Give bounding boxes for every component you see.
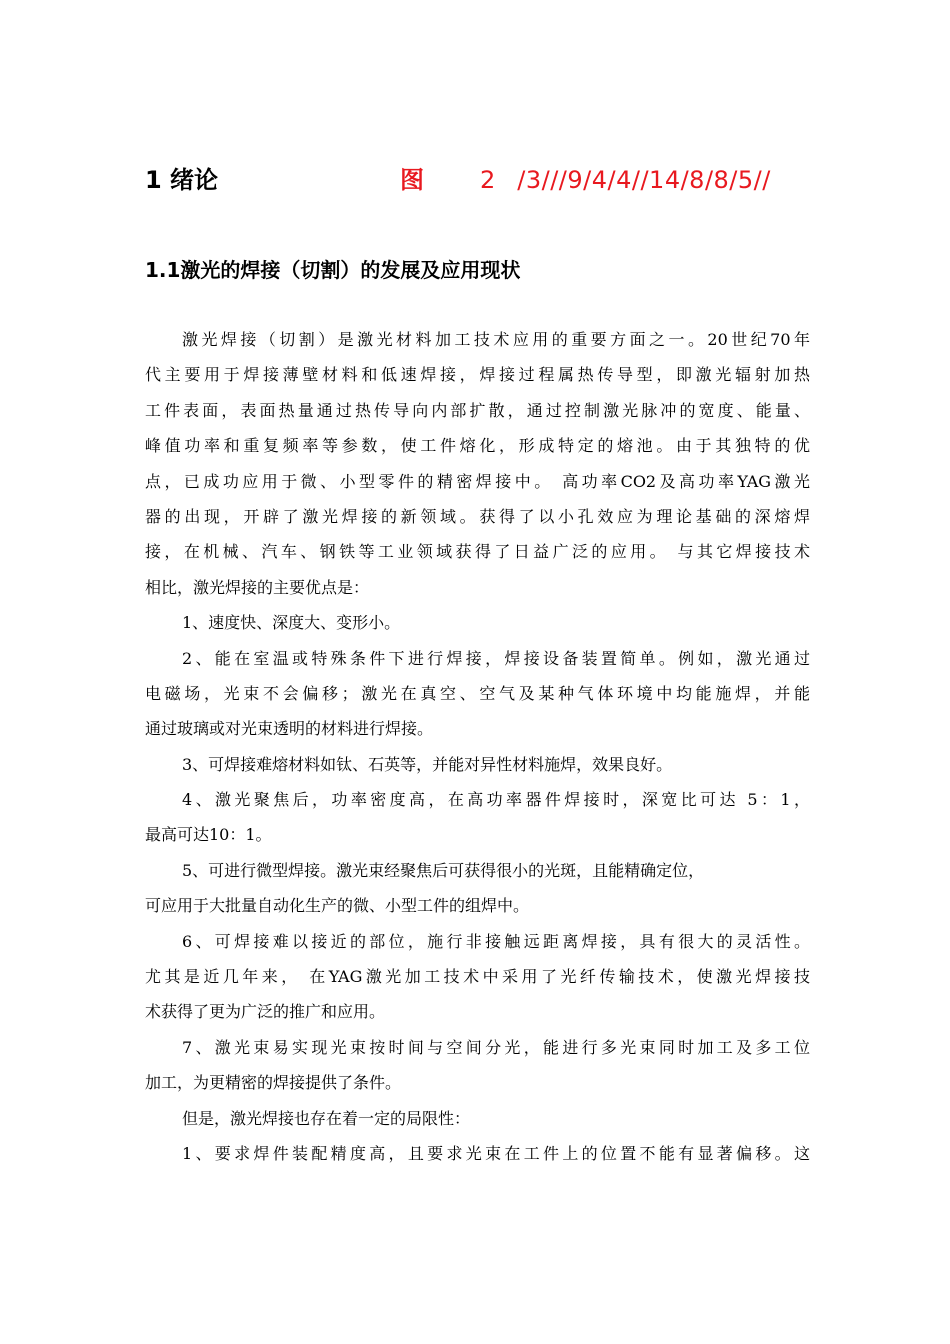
red-annotation xyxy=(400,160,771,200)
red-annotation-path: /3///9/4/4//14/8/8/5// xyxy=(517,166,771,194)
text-line: 5、可进行微型焊接。激光束经聚焦后可获得很小的光斑，且能精确定位， xyxy=(182,860,705,880)
section-title: 1.1激光的焊接（切割）的发展及应用现状 xyxy=(145,258,521,282)
text-line: 最高可达10：1。 xyxy=(145,825,272,845)
text-line: 但是，激光焊接也存在着一定的局限性： xyxy=(182,1108,471,1128)
text-line: 术获得了更为广泛的推广和应用。 xyxy=(145,1002,386,1022)
chapter-title: 1 绪论 xyxy=(145,166,219,194)
text-line: 相比，激光焊接的主要优点是： xyxy=(145,577,370,597)
text-line: 尤其是近几年来， 在YAG激光加工技术中采用了光纤传输技术，使激光焊接技 xyxy=(145,967,810,987)
text-line: 2、能在室温或特殊条件下进行焊接，焊接设备装置简单。例如，激光通过 xyxy=(182,648,810,668)
text-line: 代主要用于焊接薄壁材料和低速焊接，焊接过程属热传导型，即激光辐射加热 xyxy=(145,365,810,385)
text-line: 1、速度快、深度大、变形小。 xyxy=(182,613,401,633)
text-line: 点，已成功应用于微、小型零件的精密焊接中。 高功率CO2及高功率YAG激光 xyxy=(145,471,810,491)
red-annotation-number: 2 xyxy=(480,166,496,194)
text-line: 6、可焊接难以接近的部位，施行非接触远距离焊接，具有很大的灵活性。 xyxy=(182,931,810,951)
text-line: 可应用于大批量自动化生产的微、小型工件的组焊中。 xyxy=(145,896,530,916)
text-line: 激光焊接（切割）是激光材料加工技术应用的重要方面之一。20世纪70年 xyxy=(182,330,810,349)
text-line: 接，在机械、汽车、钢铁等工业领域获得了日益广泛的应用。 与其它焊接技术 xyxy=(145,542,810,562)
text-line: 4、激光聚焦后，功率密度高，在高功率器件焊接时，深宽比可达 5：1， xyxy=(182,790,810,810)
chapter-heading-row xyxy=(145,160,845,200)
text-line: 电磁场，光束不会偏移；激光在真空、空气及某种气体环境中均能施焊，并能 xyxy=(145,683,810,703)
text-line: 1、要求焊件装配精度高，且要求光束在工件上的位置不能有显著偏移。这 xyxy=(182,1143,810,1163)
text-line: 通过玻璃或对光束透明的材料进行焊接。 xyxy=(145,719,434,739)
text-line: 7、激光束易实现光束按时间与空间分光，能进行多光束同时加工及多工位 xyxy=(182,1037,810,1057)
text-line: 3、可焊接难熔材料如钛、石英等，并能对异性材料施焊，效果良好。 xyxy=(182,754,673,774)
text-line: 器的出现，开辟了激光焊接的新领域。获得了以小孔效应为理论基础的深熔焊 xyxy=(145,506,810,526)
text-line: 工件表面，表面热量通过热传导向内部扩散，通过控制激光脉冲的宽度、能量、 xyxy=(145,400,810,420)
red-annotation-figure: 图 xyxy=(400,166,424,194)
text-line: 峰值功率和重复频率等参数，使工件熔化，形成特定的熔池。由于其独特的优 xyxy=(145,436,810,456)
body-text xyxy=(145,322,810,1171)
text-line: 加工，为更精密的焊接提供了条件。 xyxy=(145,1073,402,1093)
